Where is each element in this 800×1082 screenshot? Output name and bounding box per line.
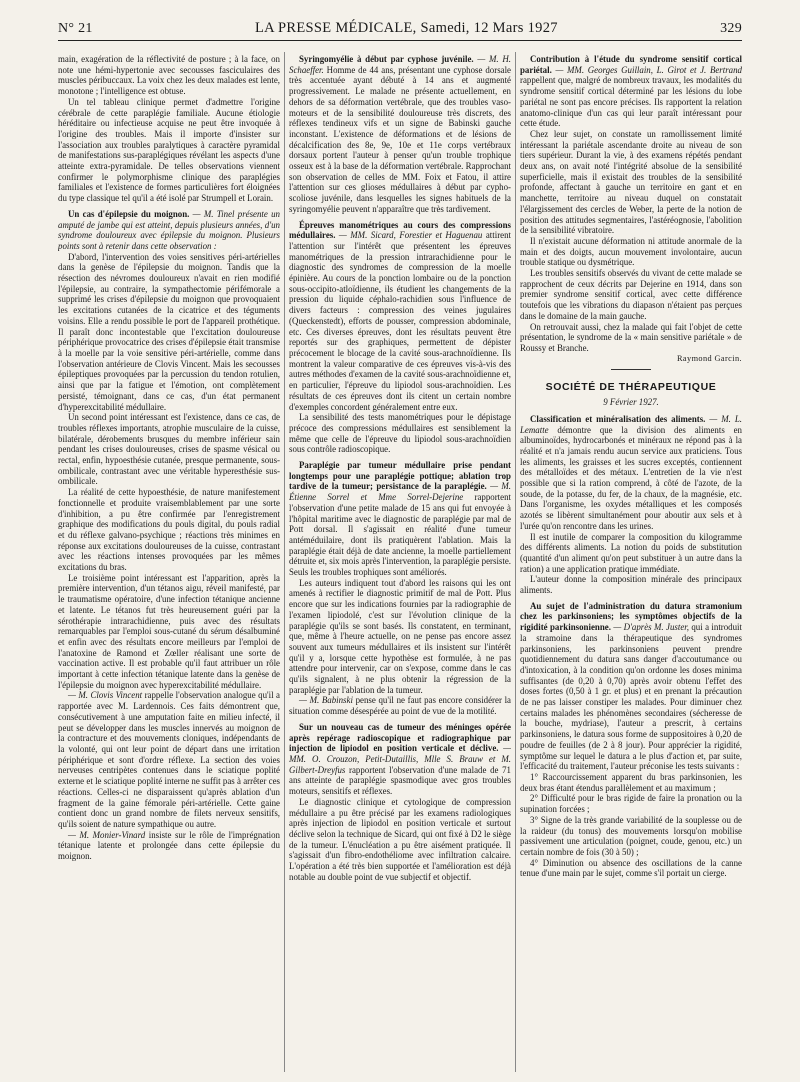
article-author: — M. Babinski: [299, 695, 353, 706]
article: [520, 601, 742, 772]
page-number: 329: [720, 21, 742, 36]
paragraph: D'abord, l'intervention des voies sensitives péri-artérielles dans la genèse de l'épilepsie du moignon. Tandis que la résection des névromes douloureux n'avait en rien modifié l'épilepsie, au contraire, la sympathectomie périfémorale a supprimé les crises d'épilepsie du moignon que provoquaient les excitations cutanées de la cicatrice et des téguments voisins. Elle a rendu possible le port de l'appareil prothétique. Il paraît donc incontestable que l'excitation douloureuse périphérique provocatrice des crises d'épilepsie était transmise à la moelle par la voie sensitive péri-artérielle, comme dans l'observation antérieure de Clovis Vincent. Mais les secousses épileptiques provoquées par la percussion du tendon rotulien, ainsi que par la fatigue et l'émotion, ont complètement persisté, témoignant, dans ce cas, d'un état permanent d'hyperexcitabilité médullaire.: [58, 251, 280, 412]
article: [289, 460, 511, 578]
article: [520, 414, 742, 532]
article: [58, 209, 280, 252]
paragraph: Le troisième point intéressant est l'apparition, après la première intervention, d'un tétanos aigu, réveil manifesté, par le traumatisme opératoire, d'une infection tétanique ancienne et latente. Le tétanos fut très heureusement guéri par la sérothérapie intrarachidienne, puis avec des résultats remarquables par l'emploi sous-cutané du sérum désalbuminé et enfin avec des résultats encore meilleurs par l'emploi de l'anatoxine de Ramond et Zœller réalisant une sorte de vaccination active. Il est probable qu'il faut attribuer un rôle important à cette infection tétanique latente dans la genèse de l'épilepsie du moignon avec hyperexcitabilité médullaire.: [58, 572, 280, 690]
paragraph-text: Homme de 44 ans, présentant une cyphose dorsale très accentuée ayant débuté à 14 ans et augmenté progressivement. Le malade ne présente actuellement, en dehors de sa déformation vertébrale, que des troubles vaso-moteurs et de la sensibilité douloureuse très discrets, des réflexes tendineux vifs et un signe de Babinski gauche inconstant. L'existence de déformations et de lésions de décalcification des 8e, 9e, 10e et 11e corps vertébraux dorsaux portent l'auteur à penser qu'un trouble trophique osseux est à la base de la déformation vertébrale. Rapprochant son observation de celles de MM. Foix et Fatou, il attire l'attention sur ces glioses médullaires à début par cypho-scoliose juvénile, dans lesquelles les signes habituels de la syringomyélie peuvent n'apparaître que très tardivement.: [289, 64, 511, 214]
paragraph-text: rapportent l'observation d'une petite malade de 15 ans qui fut envoyée à l'hôpital maritime avec le diagnostic de paraplégie par mal de Pott dorsal. Il s'agissait en réalité d'une tumeur antéméduilaire, dont ils pratiquèrent l'ablation. Mais la paraplégie était déjà de date ancienne, la moelle partiellement détruite et, six mois après l'intervention, la paraplégie persiste. Seuls les troubles trophiques sont améliorés.: [289, 492, 511, 578]
paragraph: Les troubles sensitifs observés du vivant de cette malade se rapprochent de ceux décrits par Dejerine en 1914, dans son premier syndrome sensitif cortical, avec cette différence toutefois que les vibrations du diapason n'étaient pas perçues dans le domaine de la main gauche.: [520, 268, 742, 321]
paragraph-text: attirent l'attention sur l'intérêt que présentent les épreuves manométriques de la pression intrarachidienne pour le diagnostic des syndromes de compression de la moelle épinière. Au cours de la ponction lombaire ou de la ponction sous-occipito-atloïdienne, ils étudient les changements de la pression du liquide céphalo-rachidien sous l'influence de divers facteurs : compression des veines jugulaires (Queckenstedt), efforts de pousser, compression abdominale, etc. Ces diverses épreuves, dont les résultats peuvent être reportés sur des graphiques, permettent de dépister précocement le blocage de la cavité sous-arachnoïdienne. Ils montrent la valeur comparative de ces épreuves vis-à-vis des autres méthodes d'examen de la cavité sous-arachnoïdienne et, en particulier, l'épreuve du lipiodol sous-arachnoïdien. Les résultats de ces épreuves dont ils citent un certain nombre d'exemples concordent généralement entre eux.: [289, 230, 511, 412]
paragraph: [58, 830, 280, 862]
article-author: — MM. Sicard, Forestier et Haguenau: [335, 230, 483, 241]
list-item: 2° Difficulté pour le bras rigide de faire la pronation ou la supination forcées ;: [520, 793, 742, 815]
article-author: — M. L. Lematte: [520, 413, 742, 435]
paragraph: [289, 695, 511, 716]
list-item: 1° Raccourcissement apparent du bras parkinsonien, les deux bras étant étendus parallèlement et au maximum ;: [520, 772, 742, 793]
paragraph: Il n'existait aucune déformation ni attitude anormale de la main et des doigts, aucun mouvement involontaire, aucun trouble statique ou dysmétrique.: [520, 235, 742, 268]
column-3: [520, 54, 742, 1076]
section-title: SOCIÉTÉ DE THÉRAPEUTIQUE: [545, 381, 717, 394]
article-author: — MM. O. Crouzon, Petit-Dutaillis, Mlle S. Brauw et M. Gilbert-Dreyfus: [289, 743, 511, 775]
paragraph: [58, 690, 280, 829]
article-author: — M. Tinel présente un amputé de jambe qui est atteint, depuis plusieurs années, d'un syndrome douloureux avec épilepsie du moignon. Plusieurs points sont à retenir dans cette observation :: [58, 208, 280, 251]
article-title: Paraplégie par tumeur médullaire prise pendant longtemps pour une paraplégie pottique; ablation trop tardive de la tumeur; persistance de la paraplégie.: [289, 460, 511, 492]
paragraph-text: rappellent que, malgré de nombreux travaux, les modalités du syndrome sensitif cortical déterminé par les lésions du lobe pariétal ne sont pas encore précises. Ils rapportent la relation anatomo-clinique d'un cas qui leur paraît intéressant pour cette étude.: [520, 75, 742, 129]
article-title: Classification et minéralisation des aliments.: [530, 413, 706, 424]
signature: Raymond Garcin.: [677, 353, 742, 363]
column-2: [289, 54, 511, 1076]
paragraph: Les auteurs indiquent tout d'abord les raisons qui les ont amenés à rectifier le diagnostic primitif de mal de Pott. Plus encore que sur les indications fournies par la radiographie de l'examen lipiodolé, c'est sur l'évolution clinique de la paraplégie qu'ils se sont basés. Ils constatent, en terminant, que, même à l'heure actuelle, on ne pense pas encore assez souvent aux tumeurs médullaires et ils insistent sur l'intérêt qu'il y a, lorsque cette hypothèse est formulée, à ne pas attendre pour intervenir, car on s'expose, comme dans le cas qu'ils signalent, à ne plus obtenir la régression de la paraplégie par l'ablation de la tumeur.: [289, 577, 511, 695]
test-list: [520, 772, 742, 879]
article-title: Contribution à l'étude du syndrome sensitif cortical pariétal.: [520, 54, 742, 75]
page-header: [58, 20, 742, 40]
paragraph-text: démontre que la division des aliments en albuminoïdes, hydrocarbonés et minéraux ne répond pas à la réalité et n'a jamais rendu aucun service aux praticiens. Tous les aliments, les graisses et les sucres exceptés, contiennent des métalloïdes et des métaux. L'entretien de la vie n'est possible que si la ration comprend, à côté de l'azote, de la soude, de la potasse, du fer, de la chaux, de la magnésie, etc. Dans l'organisme, les oxydes métalliques et les composés azotés se libèrent simultanément pour aboutir aux sels et à l'urée qu'on rencontre dans les urines.: [520, 424, 742, 531]
column-divider: [515, 52, 516, 1072]
paragraph: Il est inutile de comparer la composition du kilogramme des différents aliments. La notion du poids de substitution (quantité d'un aliment qu'on peut substituer à un autre dans la ration) a une application pratique immédiate.: [520, 531, 742, 574]
header-rule: [58, 40, 742, 41]
article-title: Au sujet de l'administration du datura stramonium chez les parkinsoniens; les symptômes objectifs de la rigidité parkinsonienne.: [520, 600, 742, 633]
paragraph-text: rapportent l'observation d'une malade de 71 ans atteinte de paraplégie spasmodique avec gros troubles moteurs, sensitifs et réflexes.: [289, 764, 511, 797]
list-item: 4° Diminution ou absence des oscillations de la canne tenue d'une main par le sujet, comme s'il portait un cierge.: [520, 857, 742, 879]
article-author: — MM. Georges Guillain, L. Girot et J. Bertrand: [551, 64, 742, 75]
column-divider: [284, 52, 285, 1072]
paragraph: main, exagération de la réflectivité de posture ; à la face, on note une hémi-hypertonie avec secousses fasciculaires des muscles péribuccaux. La voix chez les deux malades est lente, monotone ; l'intelligence est obtuse.: [58, 54, 280, 97]
article-title: Sur un nouveau cas de tumeur des méninges opérée après repérage radioscopique et radiographique par injection de lipiodol en position verticale et déclive.: [289, 721, 511, 754]
article-author: — D'après M. Juster,: [610, 622, 689, 633]
article-title: Un cas d'épilepsie du moignon.: [68, 208, 190, 219]
article: [289, 220, 511, 413]
masthead: LA PRESSE MÉDICALE, Samedi, 12 Mars 1927: [255, 20, 558, 36]
article-author: — M. Monier-Vinard: [68, 829, 146, 840]
paragraph-text: qui a introduit la stramoine dans la thérapeutique des syndromes parkinsoniens, les parkinsoniens peuvent prendre quotidiennement du datura sans danger d'accoutumance ou d'intoxication, à la condition qu'on ordonne les doses minima suffisantes (de 0,20 à 0,70) après avoir obtenu l'effet des doses fortes (0,50 à 1 gr. et plus) et en prenant la précaution de ne pas laisser constiper les malades. Pour diminuer chez certains malades les phénomènes secondaires (sécheresse de la bouche, mydriase), l'auteur a prescrit, à certains parkinsoniens, le datura sous forme de suppositoires à 0,20 de poudre de feuilles (de 2 à 8 jour). Pour apprécier la rigidité, symptôme sur lequel le datura a le plus d'action et, par suite, l'efficacité du traitement, l'auteur préconise les tests suivants :: [520, 622, 742, 772]
article-title: Syringomyélie à début par cyphose juvénile.: [299, 54, 474, 64]
paragraph-text: insiste sur le rôle de l'imprégnation tétanique latente et prolongée dans cette épilepsie du moignon.: [58, 829, 280, 862]
paragraph: Chez leur sujet, on constate un ramollissement limité intéressant la pariétale ascendante droite au niveau de son tiers supérieur. Durant la vie, à des examens répétés pendant deux ans, on avait noté l'intégrité absolue de la sensibilité superficielle, mais il existait des troubles de la sensibilité profonde, affectant à gauche un territoire en gant et en manchette, territoire au niveau duquel on constatait l'élargissement des cercles de Weber, la perte de la notion de position des attitudes segmentaires, l'astéréognosie, l'abolition de la sensibilité vibratoire.: [520, 128, 742, 236]
session-date: 9 Février 1927.: [603, 397, 659, 408]
issue-number: N° 21: [58, 21, 93, 36]
column-1: [58, 54, 280, 1076]
paragraph-text: rappelle l'observation analogue qu'il a rapportée avec M. Lardennois. Ces faits démontrent que, consécutivement à une amputation faite en milieu infecté, il peut se développer dans les muscles innervés au moignon de la contracture et des mouvements cloniques, indépendants de la volonté, qui ont leur point de départ dans une irritation périphérique et sont d'ordre réflexe. La section des voies nerveuses centripètes contenues dans le sciatique poplité externe et le sciatique poplité interne ne suffit pas à arrêter ces réactions. Celles-ci ne disparaissent qu'après ablation d'un fragment de la gaine fémorale péri-artérielle. Cette gaine contient donc un grand nombre de filets nerveux sensitifs, qu'ils soient de nature sympathique ou autre.: [58, 690, 280, 829]
article-author: — M. H. Schaeffer.: [289, 54, 511, 75]
article-author: — M. Étienne Sorrel et Mme Sorrel-Dejerine: [289, 481, 511, 503]
paragraph-text: pense qu'il ne faut pas encore considérer la situation comme désespérée au point de vue de la motilité.: [289, 695, 511, 717]
article: [520, 54, 742, 129]
article-author: — M. Clovis Vincent: [68, 690, 143, 701]
paragraph: La réalité de cette hypoesthésie, de nature manifestement fonctionnelle et produite vraisemblablement par une sorte d'inhibition, a pu être confirmée par l'enregistrement graphique des modifications du pouls digital, du pouls radial et du réflexe galvano-psychique ; réactions très minimes en réponse aux excitations douloureuses de la cuisse, contrastant avec les réactions intenses provoquées par les mêmes excitations du bras.: [58, 487, 280, 573]
paragraph: Un second point intéressant est l'existence, dans ce cas, de troubles réflexes importants, atrophie musculaire de la cuisse, bilatérale, dérobements brusques du membre inférieur sain pendant les crises douloureuses, crises de spasme vésical ou rectal, enfin, hypoesthésie cutanée, presque permanente, sous-ombilicale, contrastant avec une véritable hyperesthésie sus-ombilicale.: [58, 412, 280, 487]
paragraph: Le diagnostic clinique et cytologique de compression médullaire a pu être précisé par les examens radiologiques après injection de lipiodol en position verticale et surtout déclive selon la technique de Sicard, qui ont fixé à D2 le siège de la tumeur. L'énucléation a pu être aisément pratiquée. Il s'agissait d'un fibro-endothéliome avec infiltration calcaire. L'opération a été très bien supportée et l'amélioration est déjà notable au double point de vue subjectif et objectif.: [289, 796, 511, 882]
paragraph: Un tel tableau clinique permet d'admettre l'origine cérébrale de cette paraplégie familiale. Aucune étiologie héréditaire ou infectieuse acquise ne peut être invoquée à l'origine des troubles. Mais il importe d'insister sur l'association aux troubles paralytiques à caractère pyramidal de manifestations sus-paraplégiques révélant les aspects d'une atteinte extra-pyramidale. De telles observations viennent confirmer le polymorphisme clinique des paraplégies familiales et l'existence de formes particulières fort éloignées du type classique tel qu'il a été isolé par Strumpell et Lorain.: [58, 96, 280, 204]
section-rule: [611, 369, 651, 370]
paragraph: L'auteur donne la composition minérale des principaux aliments.: [520, 574, 742, 596]
article-title: Épreuves manométriques au cours des compressions médullaires.: [289, 219, 511, 241]
list-item: 3° Signe de la très grande variabilité de la souplesse ou de la raideur (du tonus) des mouvements lorsqu'on mobilise passivement une articulation (poignet, coude, genou, etc.) un certain nombre de fois (30 à 50) ;: [520, 814, 742, 857]
article: [289, 54, 511, 215]
paragraph: La sensibilité des tests manométriques pour le dépistage précoce des compressions médullaires est sensiblement la même que celle de l'épreuve du lipiodol sous-arachnoïdien sous contrôle radioscopique.: [289, 412, 511, 455]
paragraph: On retrouvait aussi, chez la malade qui fait l'objet de cette présentation, le syndrome de la « main sensitive pariétale » de Roussy et Branche.: [520, 321, 742, 353]
article: [289, 722, 511, 797]
